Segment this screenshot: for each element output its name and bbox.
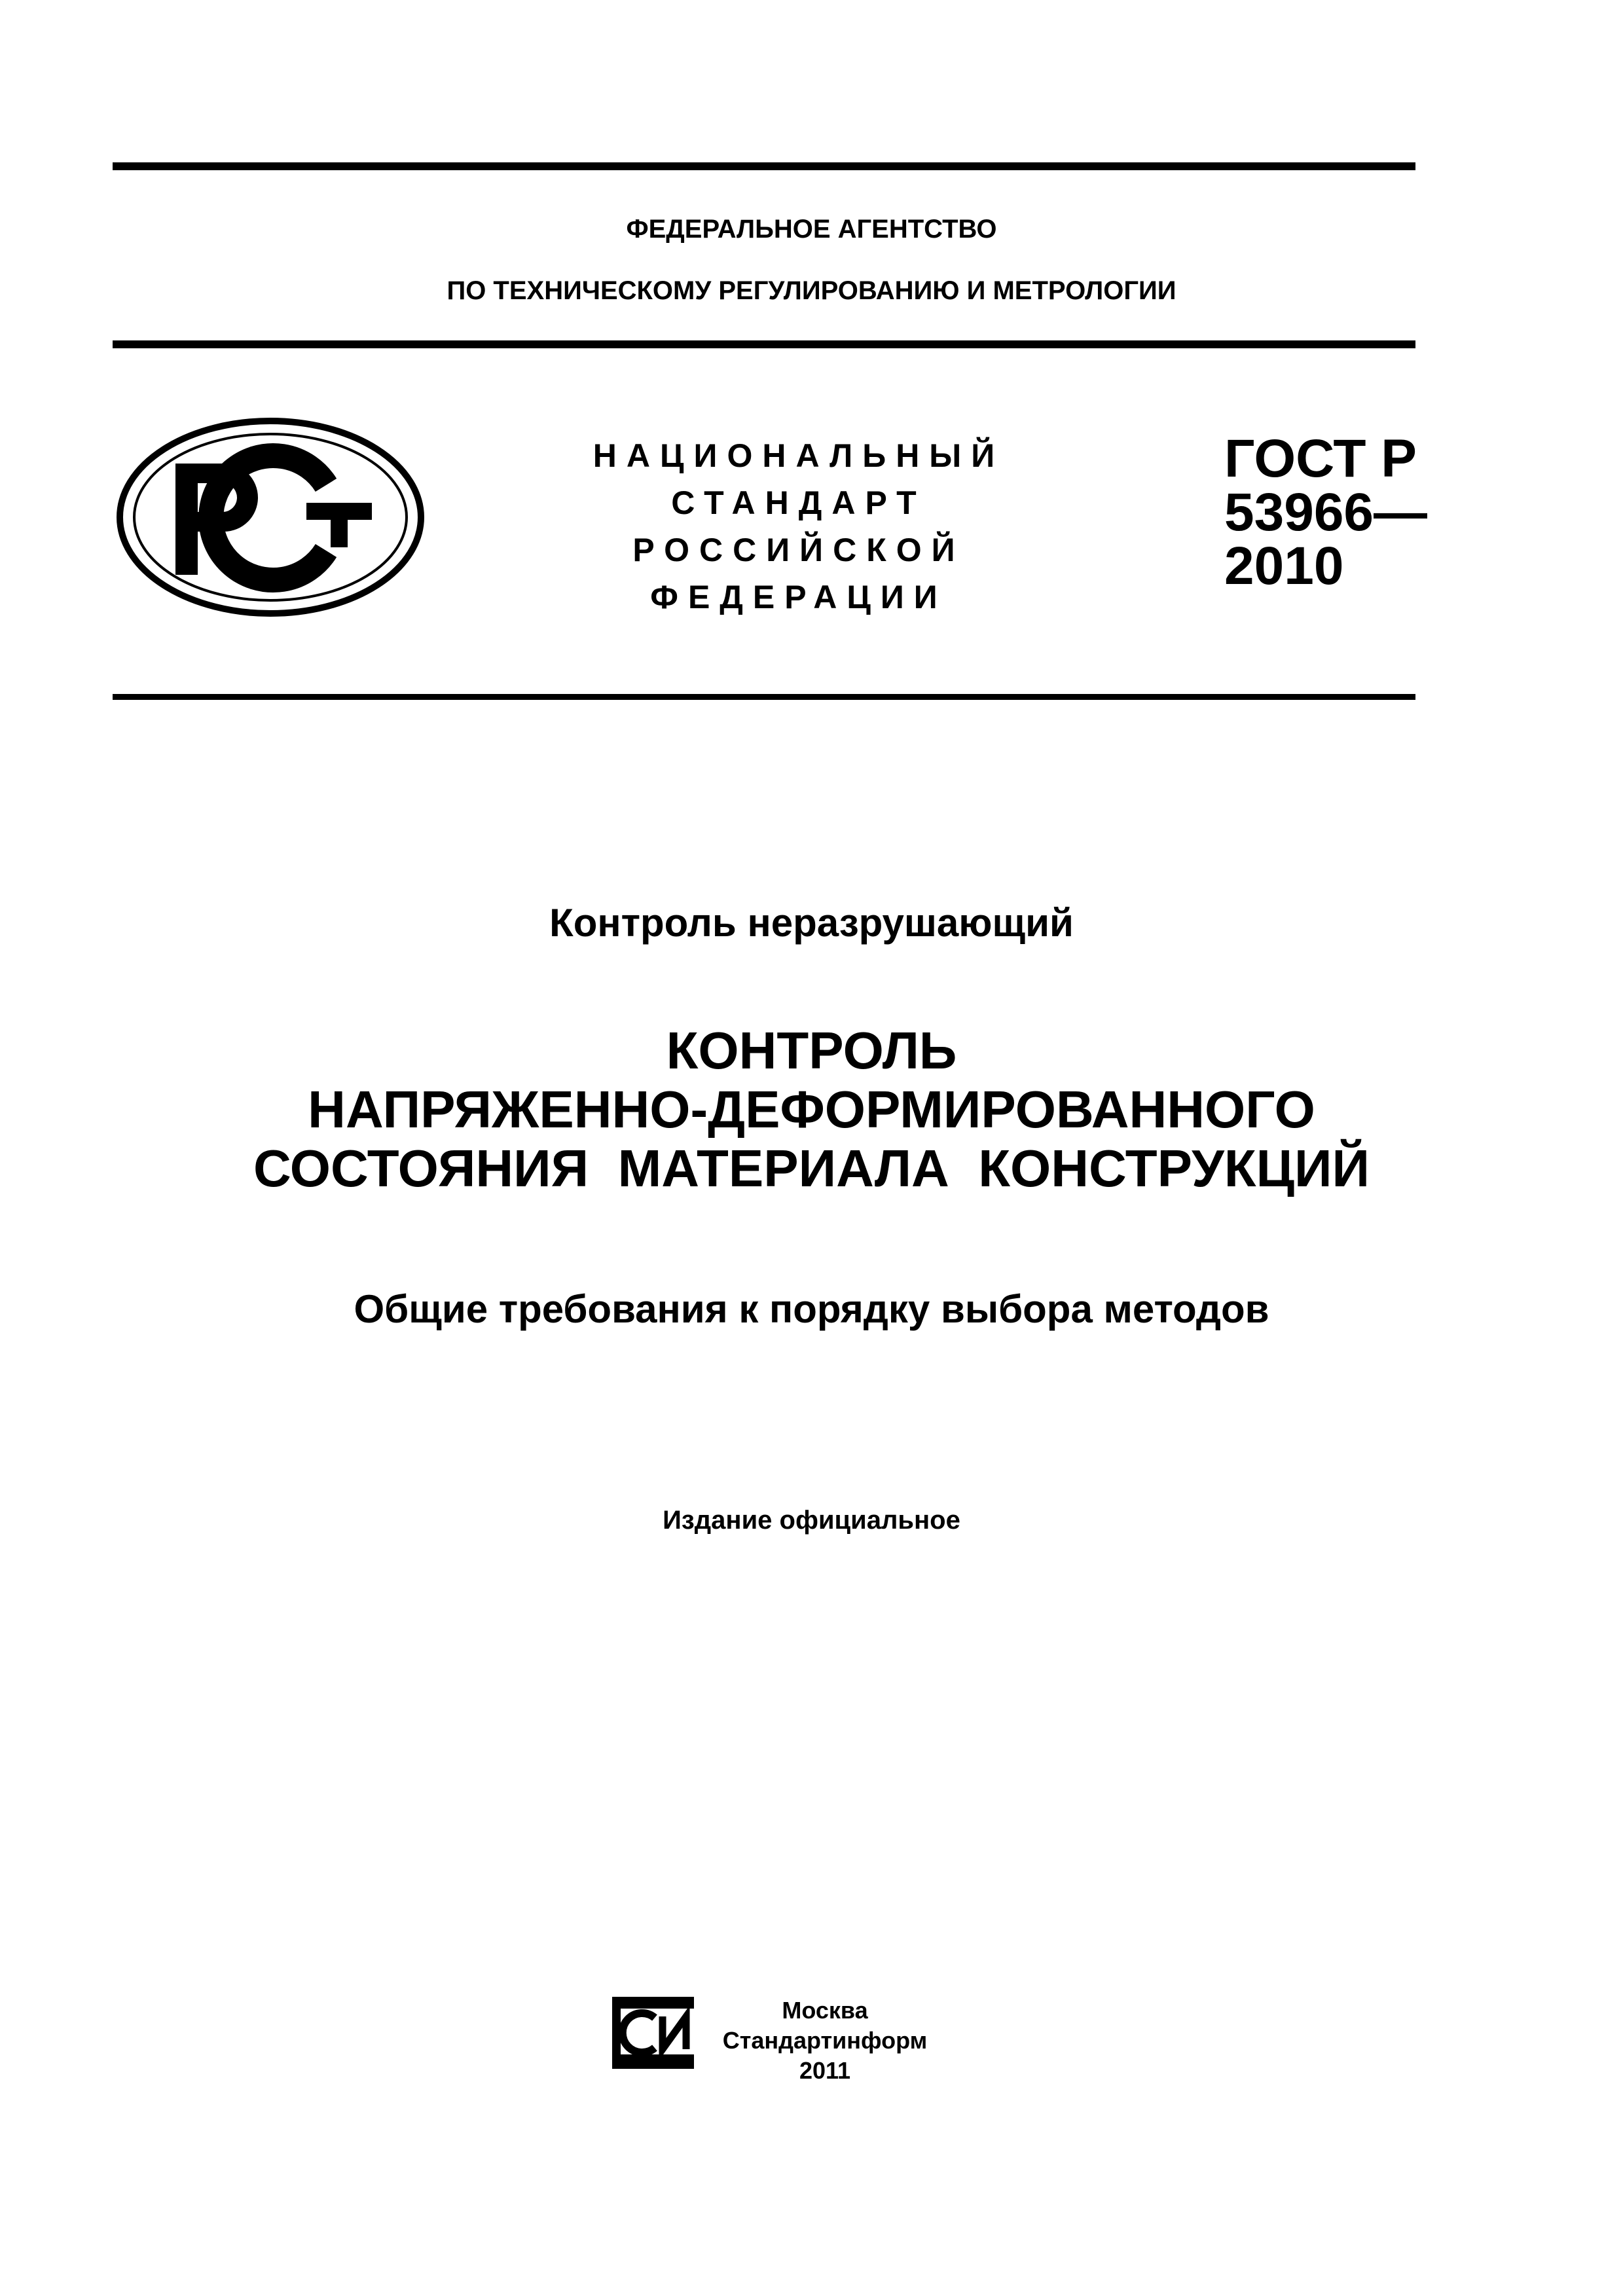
main-title-line: КОНТРОЛЬ bbox=[666, 1021, 957, 1080]
edition-label: Издание официальное bbox=[663, 1506, 960, 1535]
national-standard-line: НАЦИОНАЛЬНЫЙ bbox=[593, 437, 1005, 474]
designation-line-2: 53966— bbox=[1224, 483, 1428, 542]
agency-line-1: ФЕДЕРАЛЬНОЕ АГЕНТСТВО bbox=[626, 215, 997, 244]
document-subtitle-top: Контроль неразрушающий bbox=[549, 901, 1074, 945]
document-main-title bbox=[0, 1021, 1623, 1198]
standartinform-logo-icon bbox=[609, 1990, 704, 2075]
national-standard-line: СТАНДАРТ bbox=[671, 484, 926, 521]
main-title-line: СОСТОЯНИЯ МАТЕРИАЛА КОНСТРУКЦИЙ bbox=[253, 1139, 1370, 1197]
rst-logo-icon bbox=[110, 414, 431, 621]
national-standard-block bbox=[550, 432, 1048, 621]
standard-designation bbox=[1224, 429, 1428, 596]
header-rule bbox=[113, 340, 1415, 348]
national-standard-line: ФЕДЕРАЦИИ bbox=[650, 579, 947, 615]
main-title-line: НАПРЯЖЕННО-ДЕФОРМИРОВАННОГО bbox=[308, 1080, 1315, 1139]
designation-line-3: 2010 bbox=[1224, 536, 1344, 596]
publisher-year: 2011 bbox=[799, 2057, 851, 2084]
publisher-block bbox=[720, 1995, 930, 2086]
document-subtitle-bottom: Общие требования к порядку выбора методов bbox=[354, 1287, 1269, 1331]
national-standard-line: РОССИЙСКОЙ bbox=[632, 532, 965, 568]
publisher-city: Москва bbox=[782, 1997, 868, 2024]
publisher-name: Стандартинформ bbox=[722, 2027, 928, 2054]
top-rule bbox=[113, 162, 1415, 170]
designation-line-1: ГОСТ Р bbox=[1224, 429, 1417, 488]
logo-rule bbox=[113, 694, 1415, 700]
agency-line-2: ПО ТЕХНИЧЕСКОМУ РЕГУЛИРОВАНИЮ И МЕТРОЛОГИИ bbox=[447, 276, 1176, 305]
